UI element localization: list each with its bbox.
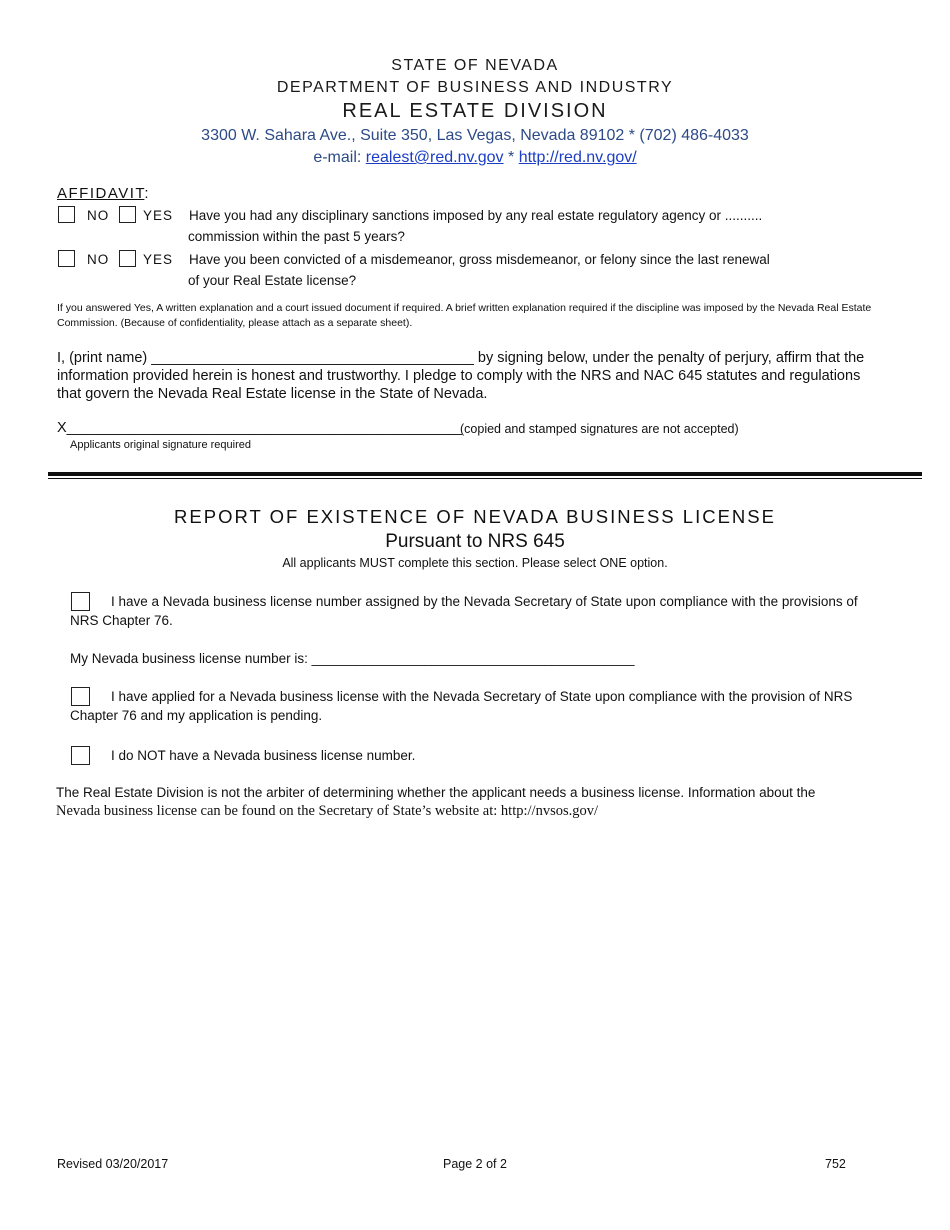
report-instruction: All applicants MUST complete this section. Please select ONE option. <box>282 556 668 570</box>
q2-yes-label: YES <box>143 252 174 267</box>
q2-question-line1: Have you been convicted of a misdemeanor, gross misdemeanor, or felony since the last renewal <box>189 252 770 267</box>
report-subtitle: Pursuant to NRS 645 <box>385 531 565 552</box>
section-divider-thick <box>48 472 922 476</box>
option1-text-line1: I have a Nevada business license number assigned by the Nevada Secretary of State upon compliance with the provisions of <box>111 594 858 609</box>
q2-no-checkbox[interactable] <box>58 250 75 267</box>
email-prefix: e-mail: <box>313 149 366 166</box>
header-address: 3300 W. Sahara Ave., Suite 350, Las Vegas, Nevada 89102 * (702) 486-4033 <box>201 127 749 144</box>
footer-form-number: 752 <box>825 1157 846 1171</box>
website-link[interactable]: http://red.nv.gov/ <box>518 149 637 166</box>
q2-no-label: NO <box>87 252 110 267</box>
option3-text: I do NOT have a Nevada business license number. <box>111 748 416 763</box>
option3-checkbox[interactable] <box>71 746 90 765</box>
q2-yes-checkbox[interactable] <box>119 250 136 267</box>
q1-question-line1: Have you had any disciplinary sanctions imposed by any real estate regulatory agency or .......... <box>189 208 763 223</box>
header-contact <box>0 149 950 167</box>
q1-question-line2: commission within the past 5 years? <box>188 229 405 244</box>
report-title: REPORT OF EXISTENCE OF NEVADA BUSINESS LICENSE <box>174 506 776 527</box>
affidavit-note: If you answered Yes, A written explanation and a court issued document if required. A brief written explanation required if the discipline was imposed by the Nevada Real Estate Commission. (Because of confidentiality, please attach as a separate sheet). <box>57 302 872 329</box>
disclaimer-line1: The Real Estate Division is not the arbiter of determining whether the applicant needs a business license. Information about the <box>56 785 816 800</box>
statement-line1: I, (print name) ________________________________________ by signing below, under the penalty of perjury, affirm that the <box>57 350 865 366</box>
affidavit-title-text: AFFIDAVIT <box>57 185 145 202</box>
affidavit-title <box>57 185 150 202</box>
option2-text-line1: I have applied for a Nevada business license with the Nevada Secretary of State upon compliance with the provision of NRS <box>111 689 853 704</box>
q2-question-line2: of your Real Estate license? <box>188 273 357 288</box>
signature-line[interactable]: X_________________________________________________ <box>57 420 462 436</box>
contact-separator: * <box>503 149 519 166</box>
affidavit-title-colon: : <box>144 185 151 202</box>
q1-yes-checkbox[interactable] <box>119 206 136 223</box>
footer-revised: Revised 03/20/2017 <box>57 1157 169 1171</box>
section-divider-thin <box>48 478 922 479</box>
option1-checkbox[interactable] <box>71 592 90 611</box>
option2-text-line2: Chapter 76 and my application is pending. <box>70 708 323 723</box>
disclaimer-line2: Nevada business license can be found on the Secretary of State’s website at: http://nvsos.gov/ <box>56 803 599 819</box>
q1-yes-label: YES <box>143 208 174 223</box>
header-division: REAL ESTATE DIVISION <box>342 100 608 122</box>
signature-caption: Applicants original signature required <box>70 439 251 451</box>
header-state: STATE OF NEVADA <box>391 57 559 74</box>
statement-line3: that govern the Nevada Real Estate license in the State of Nevada. <box>57 386 488 402</box>
option1-text-line2: NRS Chapter 76. <box>70 613 173 628</box>
license-number-field[interactable]: My Nevada business license number is: ___________________________________________ <box>70 651 635 666</box>
statement-line2: information provided herein is honest and trustworthy. I pledge to comply with the NRS and NAC 645 statutes and regulations <box>57 368 861 384</box>
header-department: DEPARTMENT OF BUSINESS AND INDUSTRY <box>276 79 674 96</box>
footer-page: Page 2 of 2 <box>443 1157 507 1171</box>
signature-note: (copied and stamped signatures are not accepted) <box>460 422 739 436</box>
email-link[interactable]: realest@red.nv.gov <box>365 149 504 166</box>
q1-no-label: NO <box>87 208 110 223</box>
q1-no-checkbox[interactable] <box>58 206 75 223</box>
option2-checkbox[interactable] <box>71 687 90 706</box>
